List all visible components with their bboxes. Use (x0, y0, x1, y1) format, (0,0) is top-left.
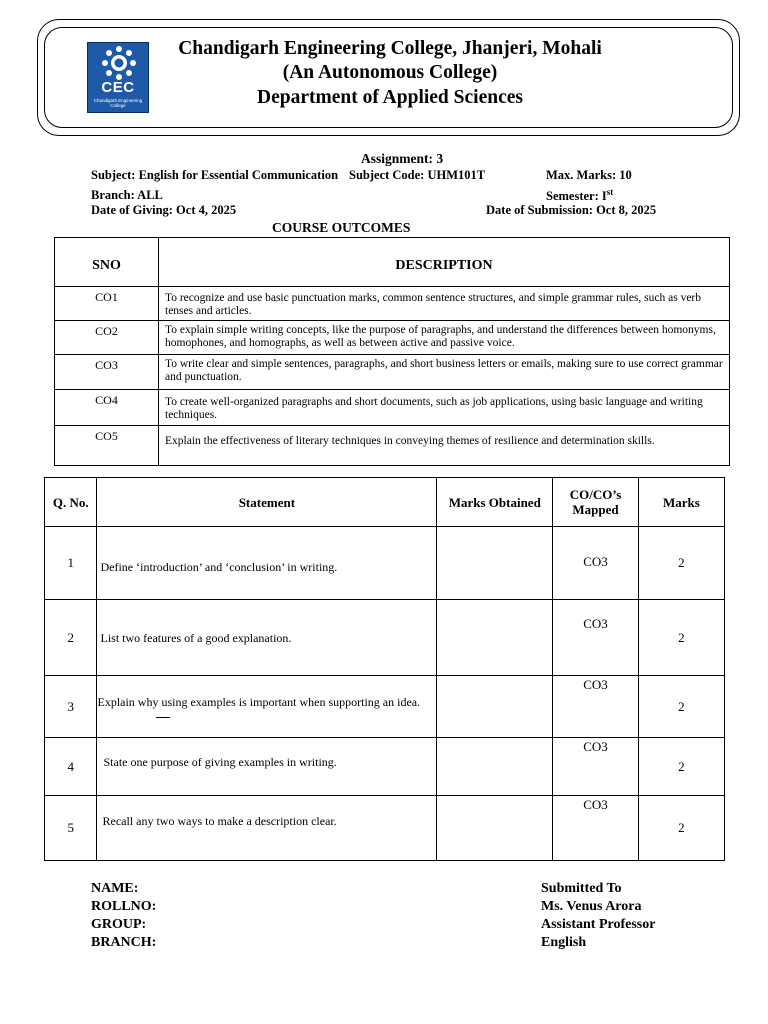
q-marks-obtained (437, 527, 553, 600)
co-sno: CO3 (55, 355, 159, 390)
q-marks-obtained (437, 738, 553, 796)
table-row (55, 287, 730, 321)
group-label: GROUP: (91, 917, 147, 932)
q-marks-obtained (437, 676, 553, 738)
co-description: To write clear and simple sentences, paragraphs, and short business letters or emails, making sure to use correct grammar and punctuation. (159, 355, 730, 390)
subject-code: Subject Code: UHM101T (349, 168, 486, 182)
teacher-name: Ms. Venus Arora (541, 899, 642, 914)
logo-caption: Chandigarh Engineering College (93, 98, 143, 108)
table-row (55, 390, 730, 426)
q-marks: 2 (638, 796, 724, 861)
assignment-title: Assignment: 3 (361, 151, 444, 166)
q-co-mapped: CO3 (553, 600, 638, 676)
q-header-row (45, 478, 725, 527)
q-number: 1 (45, 527, 97, 600)
subject: Subject: English for Essential Communication (91, 168, 339, 182)
submitted-to-label: Submitted To (541, 881, 622, 896)
name-label: NAME: (91, 881, 139, 896)
college-logo (87, 42, 149, 113)
co-header-description: DESCRIPTION (159, 238, 730, 287)
q-statement-text: Explain why using examples is important when supporting an idea. (97, 695, 421, 709)
q-header-statement: Statement (97, 478, 437, 527)
underline-mark (156, 717, 170, 718)
semester (546, 187, 613, 204)
date-of-submission: Date of Submission: Oct 8, 2025 (486, 203, 657, 217)
q-marks-obtained (437, 796, 553, 861)
college-status: (An Autonomous College) (282, 62, 498, 83)
max-marks: Max. Marks: 10 (546, 168, 632, 182)
table-row (55, 355, 730, 390)
teacher-department: English (541, 935, 587, 950)
department-name: Department of Applied Sciences (257, 87, 523, 108)
co-header-sno: SNO (55, 238, 159, 287)
q-number: 3 (45, 676, 97, 738)
q-marks: 2 (638, 600, 724, 676)
q-statement: State one purpose of giving examples in writing. (97, 738, 437, 796)
co-description: Explain the effectiveness of literary techniques in conveying themes of resilience and determination skills. (159, 426, 730, 466)
q-header-marks-obtained: Marks Obtained (437, 478, 553, 527)
q-statement: Recall any two ways to make a description clear. (97, 796, 437, 861)
teacher-designation: Assistant Professor (541, 917, 656, 932)
co-description: To explain simple writing concepts, like the purpose of paragraphs, and understand the differences between homonyms, homophones, and homographs, as well as between active and passive voice. (159, 321, 730, 355)
q-number: 5 (45, 796, 97, 861)
q-marks: 2 (638, 527, 724, 600)
co-sno: CO1 (55, 287, 159, 321)
date-of-giving: Date of Giving: Oct 4, 2025 (91, 203, 237, 217)
branch: Branch: ALL (91, 188, 163, 202)
q-number: 2 (45, 600, 97, 676)
table-row (45, 676, 725, 738)
q-marks: 2 (638, 738, 724, 796)
branch-label: BRANCH: (91, 935, 157, 950)
logo-text: CEC (101, 79, 135, 96)
co-description: To create well-organized paragraphs and short documents, such as job applications, using basic language and writing techniques. (159, 390, 730, 426)
q-statement (97, 676, 437, 738)
student-details (91, 880, 156, 952)
q-co-mapped: CO3 (553, 738, 638, 796)
table-row (45, 738, 725, 796)
co-sno: CO2 (55, 321, 159, 355)
q-statement: Define ‘introduction’ and ‘conclusion’ in writing. (97, 527, 437, 600)
q-co-mapped: CO3 (553, 676, 638, 738)
semester-sup: st (606, 187, 614, 197)
co-sno: CO4 (55, 390, 159, 426)
q-header-co-mapped: CO/CO’s Mapped (553, 478, 638, 527)
semester-label: Semester: I (546, 189, 607, 204)
rollno-label: ROLLNO: (91, 899, 157, 914)
table-row (45, 600, 725, 676)
table-row (55, 321, 730, 355)
q-co-mapped: CO3 (553, 796, 638, 861)
questions-table (44, 477, 725, 861)
table-row (45, 527, 725, 600)
co-description: To recognize and use basic punctuation marks, common sentence structures, and simple grammar rules, such as verb tenses and articles. (159, 287, 730, 321)
q-marks: 2 (638, 676, 724, 738)
q-marks-obtained (437, 600, 553, 676)
co-sno: CO5 (55, 426, 159, 466)
q-number: 4 (45, 738, 97, 796)
q-co-mapped: CO3 (553, 527, 638, 600)
college-name: Chandigarh Engineering College, Jhanjeri, Mohali (178, 38, 602, 59)
q-header-qno: Q. No. (45, 478, 97, 527)
q-header-marks: Marks (638, 478, 724, 527)
table-row (55, 426, 730, 466)
submitted-to (541, 880, 655, 952)
gear-emblem-icon (100, 46, 138, 80)
q-statement: List two features of a good explanation. (97, 600, 437, 676)
co-header-row (55, 238, 730, 287)
course-outcomes-table (54, 237, 730, 466)
table-row (45, 796, 725, 861)
course-outcomes-title: COURSE OUTCOMES (272, 220, 411, 235)
